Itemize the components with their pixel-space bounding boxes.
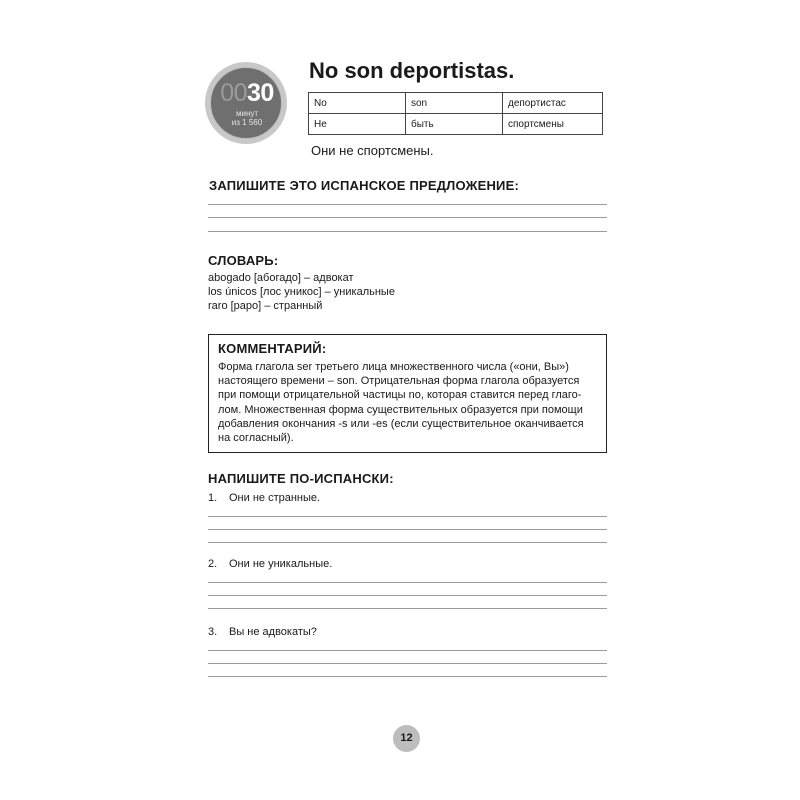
timer-face [210,67,282,139]
writing-line[interactable] [208,217,607,218]
sentence-translation: Они не спортсмены. [311,143,434,158]
timer-digits [211,80,283,106]
exercise-number: 1. [208,492,218,504]
timer-label-minutes: минут [235,109,259,118]
exercise-number: 2. [208,558,218,570]
writing-line[interactable] [208,650,607,651]
vocabulary-heading: СЛОВАРЬ: [208,253,279,268]
table-cell: спортсмены [503,114,603,135]
comment-line: Форма глагола ser третьего лица множественного числа («они, Вы») [218,361,569,373]
timer-badge [205,62,287,144]
exercises-heading: НАПИШИТЕ ПО-ИСПАНСКИ: [208,471,394,486]
writing-line[interactable] [208,582,607,583]
exercise-prompt: Они не странные. [229,492,321,504]
comment-line: лом. Множественная форма существительных образуется при помощи [218,403,583,416]
exercise-prompt: Они не уникальные. [229,558,333,570]
lesson-title: No son deportistas. [309,58,515,83]
exercise-number: 3. [208,626,218,638]
writing-line[interactable] [208,663,607,664]
table-row [309,93,603,114]
comment-box [208,334,607,453]
exercise-item [208,557,332,571]
writing-line[interactable] [208,529,607,530]
exercise-prompt: Вы не адвокаты? [229,626,317,638]
table-cell: депортистас [503,93,603,114]
table-cell: Не [309,114,406,135]
table-cell: No [309,93,406,114]
timer-digits-dim: 00 [220,79,247,107]
writing-line[interactable] [208,204,607,205]
timer-digits-bright: 30 [247,79,274,107]
comment-line: на согласный). [218,432,294,445]
write-section-heading: ЗАПИШИТЕ ЭТО ИСПАНСКОЕ ПРЕДЛОЖЕНИЕ: [209,178,519,193]
exercise-item [208,491,320,505]
writing-line[interactable] [208,676,607,677]
vocabulary-item: raro [раро] – странный [208,300,323,312]
table-cell: быть [406,114,503,135]
writing-line[interactable] [208,595,607,596]
writing-line[interactable] [208,231,607,232]
word-breakdown-table [308,92,603,135]
writing-line[interactable] [208,608,607,609]
timer-label-total: из 1 560 [231,118,263,127]
comment-heading: КОММЕНТАРИЙ: [218,341,327,356]
exercise-item [208,625,317,639]
comment-line: настоящего времени – son. Отрицательная форма глагола образуется [218,375,580,388]
comment-text [218,360,602,445]
writing-line[interactable] [208,516,607,517]
comment-line: при помощи отрицательной частицы no, которая ставится перед глаго- [218,389,582,402]
table-row [309,114,603,135]
page-number: 12 [393,725,420,752]
vocabulary-item: abogado [абогадо] – адвокат [208,272,354,284]
table-cell: son [406,93,503,114]
vocabulary-item: los únicos [лос уникос] – уникальные [208,286,395,298]
comment-line: добавления окончания -s или -es (если существительное оканчивается [218,417,584,430]
writing-line[interactable] [208,542,607,543]
